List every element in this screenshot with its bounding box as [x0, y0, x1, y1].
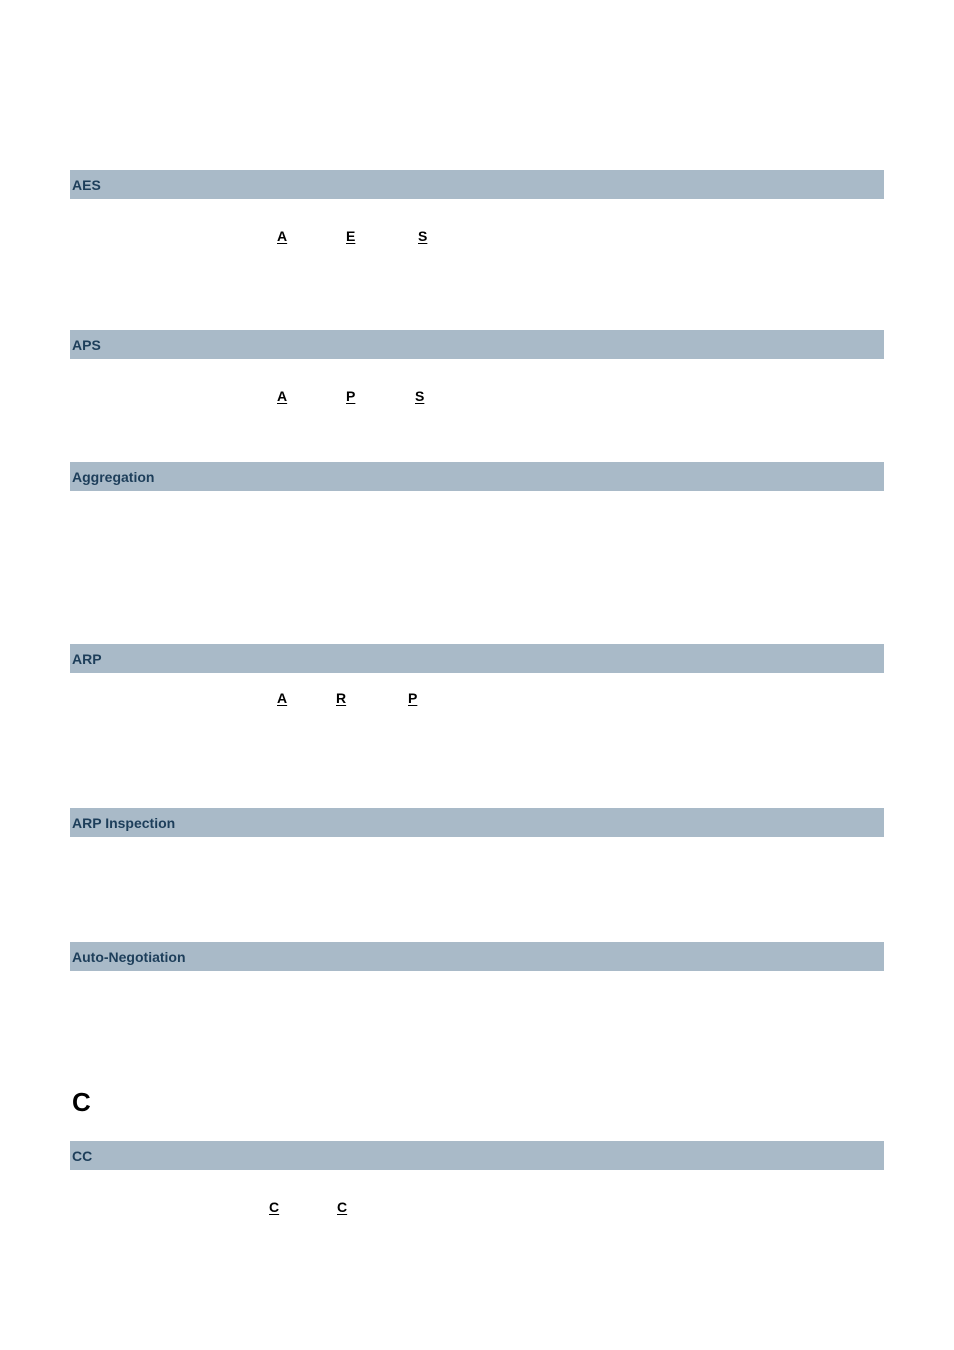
term-label: ARP Inspection — [72, 814, 176, 831]
term-label: APS — [72, 336, 101, 353]
term-heading-arp — [70, 644, 884, 673]
term-heading-arp-inspection — [70, 808, 884, 837]
abbr-letter: R — [336, 690, 347, 706]
abbr-letter: S — [415, 388, 425, 404]
abbr-letter: P — [408, 690, 418, 706]
term-heading-aes — [70, 170, 884, 199]
abbr-letter: A — [277, 388, 288, 404]
term-heading-auto-negotiation — [70, 942, 884, 971]
abbr-letter: A — [277, 228, 288, 244]
term-label: AES — [72, 176, 101, 193]
term-heading-aggregation — [70, 462, 884, 491]
abbr-letter: C — [337, 1199, 348, 1215]
term-label: ARP — [72, 650, 102, 667]
term-label: Aggregation — [72, 468, 155, 485]
abbr-letter: C — [269, 1199, 280, 1215]
term-label: Auto-Negotiation — [72, 948, 186, 965]
abbr-letter: A — [277, 690, 288, 706]
term-heading-cc — [70, 1141, 884, 1170]
section-heading-c: C — [72, 1087, 91, 1117]
abbr-letter: S — [418, 228, 428, 244]
abbr-letter: E — [346, 228, 356, 244]
abbr-letter: P — [346, 388, 356, 404]
term-heading-aps — [70, 330, 884, 359]
term-label: CC — [72, 1147, 93, 1164]
